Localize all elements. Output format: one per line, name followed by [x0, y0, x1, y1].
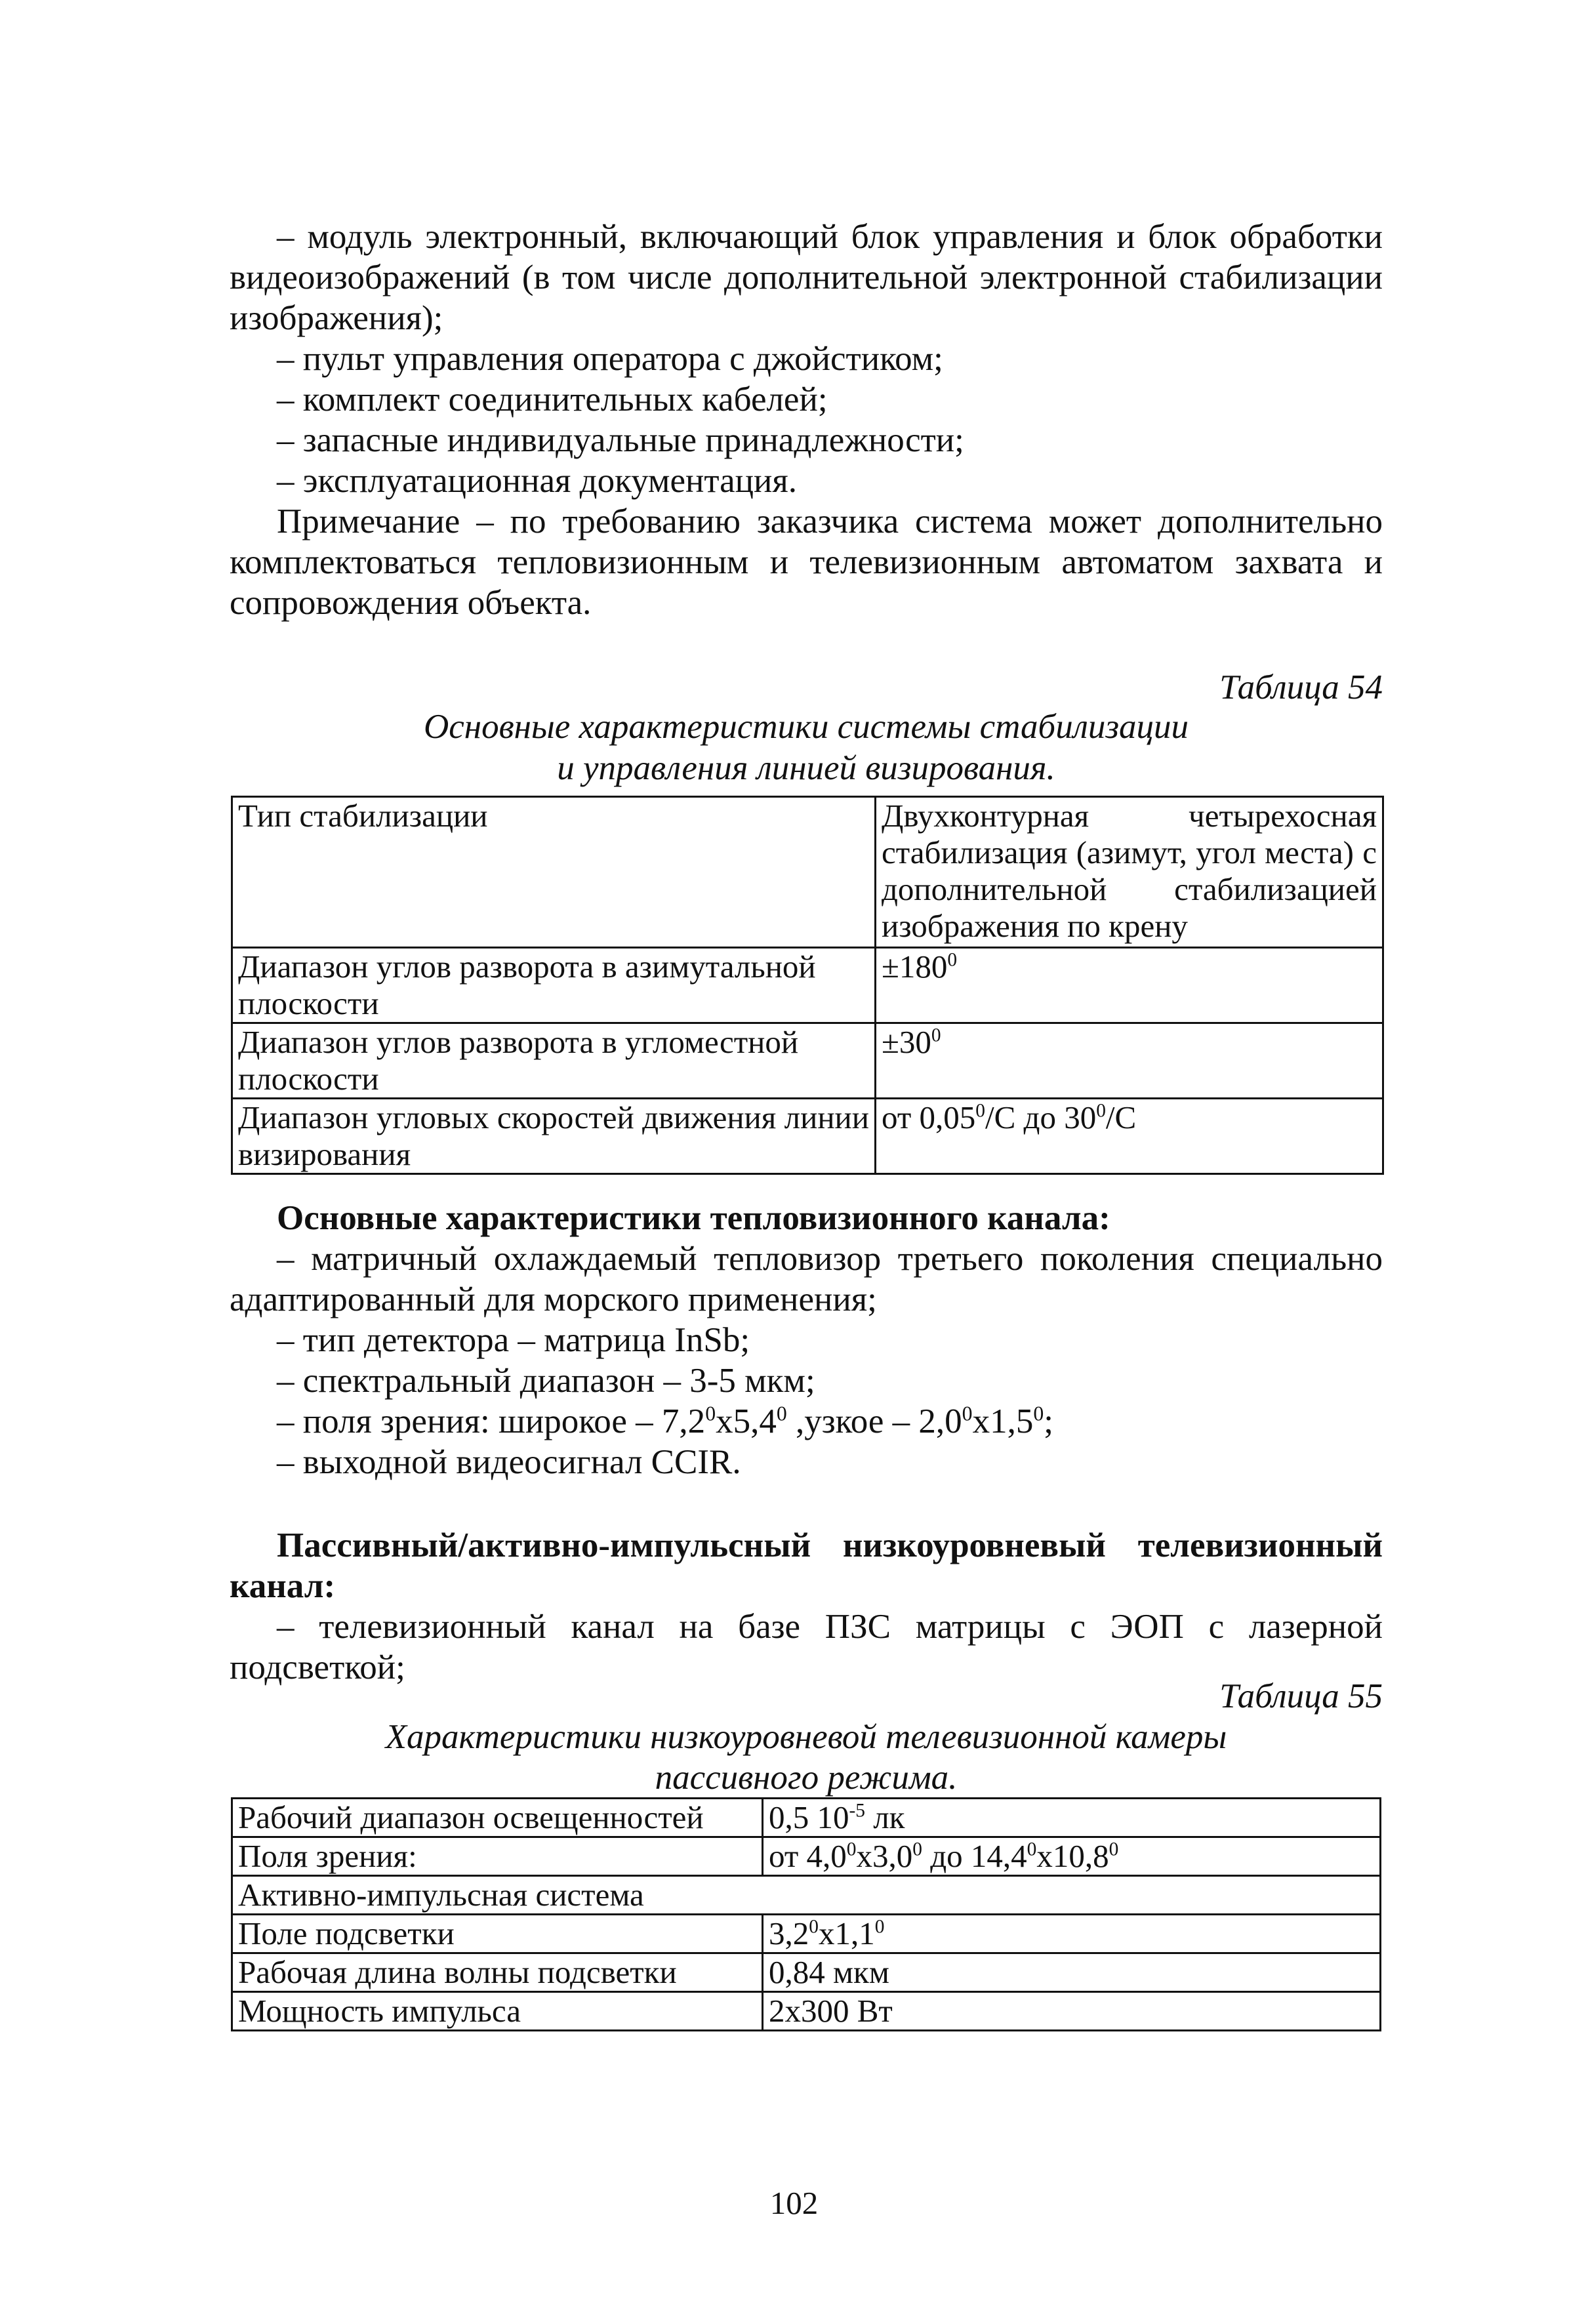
- table55-caption-line1: Характеристики низкоуровневой телевизионной камеры: [385, 1718, 1227, 1756]
- degree-sup: 0: [776, 1402, 787, 1425]
- list-item: – комплект соединительных кабелей;: [277, 380, 828, 418]
- value-text: х3,0: [856, 1838, 913, 1874]
- value-text: лк: [865, 1799, 905, 1835]
- table54-caption-line1: Основные характеристики системы стабилизации: [424, 708, 1189, 746]
- list-item: – матричный охлаждаемый тепловизор третьего поколения специально адаптированный для морского применения;: [230, 1240, 1383, 1318]
- value-text: /С: [1105, 1099, 1137, 1135]
- section-heading: Основные характеристики тепловизионного канала:: [277, 1199, 1110, 1237]
- stabilization-table: [231, 796, 1384, 1175]
- degree-sup: 0: [1027, 1839, 1037, 1860]
- table-cell-value: [763, 1837, 1381, 1876]
- table-row: [232, 1799, 1381, 1837]
- degree-sup: 0: [912, 1839, 922, 1860]
- value-text: /С до 30: [985, 1099, 1097, 1135]
- list-item: – тип детектора – матрица InSb;: [277, 1321, 750, 1359]
- list-item: [230, 1401, 1383, 1442]
- table-cell-value: Двухконтурная четырехосная стабилизация (азимут, угол места) с дополнительной стабилизацией изображения по крену: [876, 797, 1383, 948]
- list-item: – пульт управления оператора с джойстиком;: [277, 340, 943, 378]
- table55-number: Таблица 55: [1219, 1677, 1383, 1715]
- value-text: ±30: [882, 1024, 931, 1060]
- table-row: [232, 1837, 1381, 1876]
- table-cell-param: Диапазон углов разворота в угломестной плоскости: [232, 1023, 876, 1099]
- table-cell-param: Поля зрения:: [232, 1837, 763, 1876]
- degree-sup: 0: [874, 1916, 885, 1938]
- degree-sup: 0: [975, 1100, 985, 1122]
- table-cell-value: [876, 1023, 1383, 1099]
- degree-sup: 0: [947, 949, 958, 971]
- note-paragraph: Примечание – по требованию заказчика система может дополнительно комплектоваться тепловизионным и телевизионным автоматом захвата и сопровождения объекта.: [230, 502, 1383, 622]
- value-text: х1,1: [818, 1915, 875, 1951]
- degree-sup: 0: [1033, 1402, 1044, 1425]
- table-cell-param: Рабочая длина волны подсветки: [232, 1953, 763, 1992]
- value-text: 3,2: [769, 1915, 809, 1951]
- table-row: [232, 1915, 1381, 1953]
- degree-sup: 0: [931, 1025, 941, 1046]
- table-row: [232, 1992, 1381, 2031]
- list-item: – спектральный диапазон – 3-5 мкм;: [277, 1362, 815, 1400]
- value-text: от 4,0: [769, 1838, 847, 1874]
- table-cell-param: Рабочий диапазон освещенностей: [232, 1799, 763, 1837]
- text-fragment: – поля зрения: широкое – 7,2: [277, 1402, 706, 1440]
- table-cell-value: [876, 1099, 1383, 1174]
- value-text: до 14,4: [922, 1838, 1027, 1874]
- tv-section: [230, 1525, 1383, 1688]
- text-fragment: х5,4: [716, 1402, 777, 1440]
- table-cell-param: Диапазон угловых скоростей движения линии визирования: [232, 1099, 876, 1174]
- table55-caption-line2: пассивного режима.: [655, 1759, 958, 1797]
- table-cell-value: [763, 1799, 1381, 1837]
- value-text: 0,5 10: [769, 1799, 849, 1835]
- table-cell-span: Активно-импульсная система: [232, 1876, 1381, 1915]
- table-cell-param: Мощность импульса: [232, 1992, 763, 2031]
- text-fragment: ;: [1044, 1402, 1053, 1440]
- degree-sup: 0: [962, 1402, 973, 1425]
- list-item: – выходной видеосигнал CCIR.: [277, 1443, 741, 1481]
- table-cell-value: 2х300 Вт: [763, 1992, 1381, 2031]
- table-row: [232, 1023, 1383, 1099]
- list-item: – телевизионный канал на базе ПЗС матрицы с ЭОП с лазерной подсветкой;: [230, 1608, 1383, 1686]
- thermal-section: [230, 1198, 1383, 1482]
- tv-camera-table: [231, 1797, 1381, 2031]
- value-text: ±180: [882, 948, 948, 985]
- value-text: от 0,05: [882, 1099, 976, 1135]
- degree-sup: 0: [705, 1402, 716, 1425]
- equipment-list: [230, 216, 1383, 623]
- table-row: [232, 948, 1383, 1023]
- table-row: [232, 1876, 1381, 1915]
- table54-caption-line2: и управления линией визирования.: [557, 749, 1055, 787]
- degree-sup: 0: [1096, 1100, 1106, 1122]
- table-cell-param: Диапазон углов разворота в азимутальной плоскости: [232, 948, 876, 1023]
- text-fragment: ,узкое – 2,0: [786, 1402, 962, 1440]
- table-cell-value: [876, 948, 1383, 1023]
- table-cell-param: Поле подсветки: [232, 1915, 763, 1953]
- table54-number: Таблица 54: [1219, 668, 1383, 706]
- page-number: 102: [769, 2185, 819, 2221]
- section-heading: Пассивный/активно-импульсный низкоуровневый телевизионный канал:: [230, 1526, 1383, 1605]
- list-item: – модуль электронный, включающий блок управления и блок обработки видеоизображений (в том числе дополнительной электронной стабилизации изображения);: [230, 218, 1383, 337]
- table-row: [232, 1953, 1381, 1992]
- exponent-sup: -5: [849, 1800, 865, 1822]
- value-text: х10,8: [1036, 1838, 1109, 1874]
- table-row: [232, 797, 1383, 948]
- degree-sup: 0: [1109, 1839, 1119, 1860]
- list-item: – запасные индивидуальные принадлежности;: [277, 421, 964, 459]
- list-item: – эксплуатационная документация.: [277, 462, 798, 500]
- degree-sup: 0: [809, 1916, 819, 1938]
- degree-sup: 0: [846, 1839, 857, 1860]
- table-cell-param: Тип стабилизации: [232, 797, 876, 948]
- text-fragment: х1,5: [972, 1402, 1034, 1440]
- table-cell-value: [763, 1915, 1381, 1953]
- table-cell-value: 0,84 мкм: [763, 1953, 1381, 1992]
- table-row: [232, 1099, 1383, 1174]
